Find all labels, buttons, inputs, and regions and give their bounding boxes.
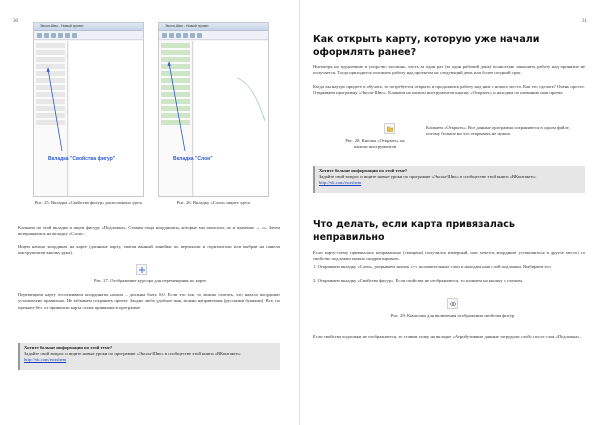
layers-callout: Вкладка "Слои" [173, 156, 213, 162]
figure-caption: Рис. 25. Вкладка «Свойство фигур» расположена здесь [34, 200, 143, 205]
paragraph: Когда вы наутро придете в обучать, то потребуется открыть и продолжить работу над ним с нового места. Как это сделать? Очень просто. Открываем программу «Эксон-Шво». Кликаем на панели инструментов кнопку «Открыть» и находим по названию наш проект. [313, 84, 585, 96]
info-box-title: Хотите больше информации по этой теме? [319, 168, 408, 173]
figure-caption: Рис. 27. Отображение курсора для перемещения по карте [93, 278, 207, 283]
eye-icon [447, 298, 458, 309]
window-titlebar: Эксон-Шво - Новый проект [159, 23, 268, 31]
info-box [18, 343, 280, 370]
figure-caption: Рис. 26. Вкладку «Слои» ищите здесь [176, 200, 251, 205]
figure-note: Кликаем «Открыть». Все данные программа сохраняются в одном файле, потому больше ни что открывать не нужно. [426, 125, 570, 137]
figure-caption: Рис. 29. Кнопочка для включения отображения свойства фигур [390, 313, 515, 318]
info-box-title: Хотите больше информации по этой теме? [24, 345, 113, 350]
paragraph: Если карту-схему привязалась неправильно (смещена) получился измерный, или хочется координат установиться в другое место) то свойство подложки можно скорректировать. [313, 250, 585, 262]
figure-caption: Рис. 28. Кнопка «Открыть» на панели инструментов [345, 138, 405, 149]
open-folder-icon [384, 123, 395, 134]
paragraph: 1. Открываем вкладку «Слои», разрываем значок «+» положительные слои и находим наш слой подложки. Выбираем его. [313, 264, 552, 269]
paragraph: 2. Открываем вкладку «Свойства фигур». Если свойства не отображаются, то кликаем на кнопку с глазком. [313, 278, 524, 283]
window-titlebar: Эксон-Шво - Новый проект [34, 23, 143, 31]
paragraph: Ищем начало координат на карте (длинные карту, хватая ванный линейки по вертикали и горизонтали или выбрав на панели инструментов кнопку рука). [18, 244, 280, 256]
hand-cursor-icon [136, 264, 147, 275]
arrow-icon [159, 23, 269, 197]
paragraph: Перемещаем карту отслеживаем координаты начала – должны быть 0;0. Если это так, то можно считать, что начало координат установлено правильно. Не забываем сохранить проект. Заодно любо удобное имя, можно направления (русскими буквами). Все, по прежнее без, от привязали карта схема привязана в программе [18, 292, 280, 310]
vk-link[interactable]: http://vk.com/eoxshem [24, 357, 67, 362]
page-number: 31 [582, 19, 587, 24]
section-heading: Что делать, если карта привязалась неправильно [313, 219, 515, 243]
section-heading: Как открыть карту, которую уже начали оформлять ранее? [313, 34, 540, 58]
paragraph: Нисмотря на трудоемкие и упорство засоконь, часть за один раз (за один рабочий день) полностью закончить работу над принятие не получается. Тогда приходится отложить работу над проектом на следующий день или более поздний срок. [313, 64, 585, 76]
screenshot-shape-properties [33, 22, 144, 197]
shape-properties-callout: Вкладка "Свойства фигур" [48, 156, 116, 162]
screenshot-layers [158, 22, 269, 197]
paragraph: Кликаем по этой вкладке и ищем фигуру «Подложка». Ставим сюда координаты, которые мы записали, по и значение → «». Затем возвращаемся на вкладку «Слои». [18, 225, 280, 237]
info-box-text: Задайте свой вопрос и ищите новые уроки по программе «Эксон-Шво» в сообществе этой книги «ВКонтакте»: [24, 351, 242, 356]
info-box-text: Задайте свой вопрос и ищите новые уроки по программе «Эксон-Шво» в сообществе этой книги «ВКонтакте»: [319, 174, 537, 179]
arrow-icon [34, 23, 144, 197]
right-page [300, 0, 600, 425]
info-box [313, 166, 585, 193]
page-number: 30 [13, 19, 18, 24]
paragraph: Если свойства подложки не отображаются, то ставим галку на вкладке «Атрибутивные данные загрудили слой» после слоя «Подложка». [313, 334, 581, 339]
vk-link[interactable]: http://vk.com/eoxshem [319, 180, 362, 185]
